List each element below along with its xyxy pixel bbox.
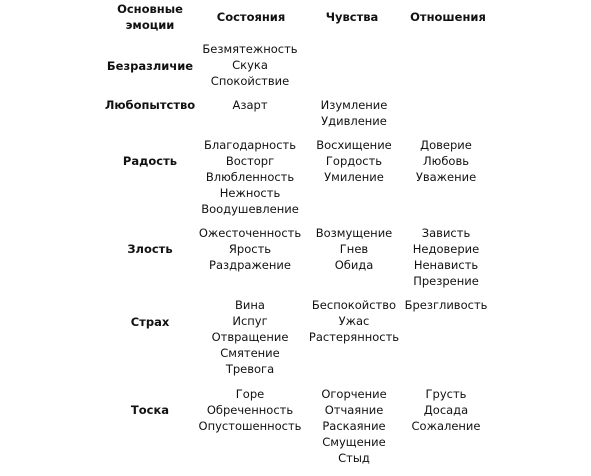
- states-cell-anger: [186, 225, 314, 273]
- state-item: Азарт: [232, 98, 268, 112]
- state-item: Смятение: [220, 346, 280, 360]
- state-item: Испуг: [232, 314, 268, 328]
- header-basic-emotions: Основные эмоции: [117, 2, 183, 32]
- state-item: Опустошенность: [198, 419, 302, 433]
- feelings-cell-curiosity: [296, 97, 412, 129]
- relation-item: Доверие: [420, 138, 472, 152]
- feeling-item: Удивление: [321, 114, 387, 128]
- relations-cell-joy: [394, 137, 498, 185]
- row-label-curiosity: Любопытство: [104, 98, 196, 112]
- state-item: Безмятежность: [202, 42, 298, 56]
- relation-item: Презрение: [413, 274, 479, 288]
- row-label-indifference: Безразличие: [106, 59, 194, 73]
- header-relations: Отношения: [410, 10, 486, 24]
- state-item: Ожесточенность: [198, 226, 302, 240]
- state-item: Восторг: [225, 154, 275, 168]
- state-item: Воодушевление: [201, 202, 299, 216]
- state-item: Отвращение: [211, 330, 289, 344]
- feeling-item: Гордость: [325, 154, 383, 168]
- state-item: Ярость: [228, 242, 272, 256]
- state-item: Нежность: [219, 186, 281, 200]
- feeling-item: Восхищение: [316, 138, 392, 152]
- relation-item: Недоверие: [412, 242, 480, 256]
- feeling-item: Умиление: [324, 170, 384, 184]
- relations-cell-fear: [394, 297, 498, 313]
- state-item: Вина: [235, 298, 265, 312]
- states-cell-joy: [186, 137, 314, 217]
- feeling-item: Изумление: [320, 98, 388, 112]
- feeling-item: Возмущение: [315, 226, 393, 240]
- feeling-item: Смущение: [322, 435, 386, 449]
- states-cell-indifference: [186, 41, 314, 89]
- state-item: Обреченность: [206, 403, 294, 417]
- relations-cell-longing: [394, 386, 498, 434]
- relation-item: Ненависть: [413, 258, 479, 272]
- row-label-fear: Страх: [130, 315, 170, 329]
- state-item: Спокойствие: [210, 74, 290, 88]
- state-item: Раздражение: [209, 258, 291, 272]
- feeling-item: Растерянность: [308, 330, 400, 344]
- relation-item: Досада: [423, 403, 469, 417]
- feeling-item: Обида: [334, 258, 374, 272]
- feeling-item: Ужас: [338, 314, 370, 328]
- header-states: Состояния: [216, 10, 286, 24]
- feeling-item: Гнев: [339, 242, 369, 256]
- relation-item: Сожаление: [411, 419, 481, 433]
- row-label-joy: Радость: [122, 154, 178, 168]
- feeling-item: Стыд: [338, 451, 370, 465]
- state-item: Скука: [232, 58, 268, 72]
- state-item: Благодарность: [203, 138, 297, 152]
- states-cell-curiosity: [186, 97, 314, 113]
- state-item: Влюбленность: [205, 170, 295, 184]
- header-feelings: Чувства: [325, 10, 379, 24]
- row-label-anger: Злость: [127, 242, 173, 256]
- relations-cell-anger: [394, 225, 498, 289]
- relation-item: Грусть: [425, 387, 467, 401]
- state-item: Тревога: [225, 362, 275, 376]
- feeling-item: Раскаяние: [322, 419, 386, 433]
- relation-item: Уважение: [415, 170, 477, 184]
- states-cell-fear: [186, 297, 314, 377]
- relation-item: Любовь: [422, 154, 469, 168]
- feeling-item: Беспокойство: [311, 298, 397, 312]
- states-cell-longing: [186, 386, 314, 434]
- row-label-longing: Тоска: [130, 403, 170, 417]
- relation-item: Зависть: [421, 226, 471, 240]
- relation-item: Брезгливость: [404, 298, 488, 312]
- state-item: Горе: [235, 387, 265, 401]
- feeling-item: Огорчение: [321, 387, 387, 401]
- feeling-item: Отчаяние: [324, 403, 384, 417]
